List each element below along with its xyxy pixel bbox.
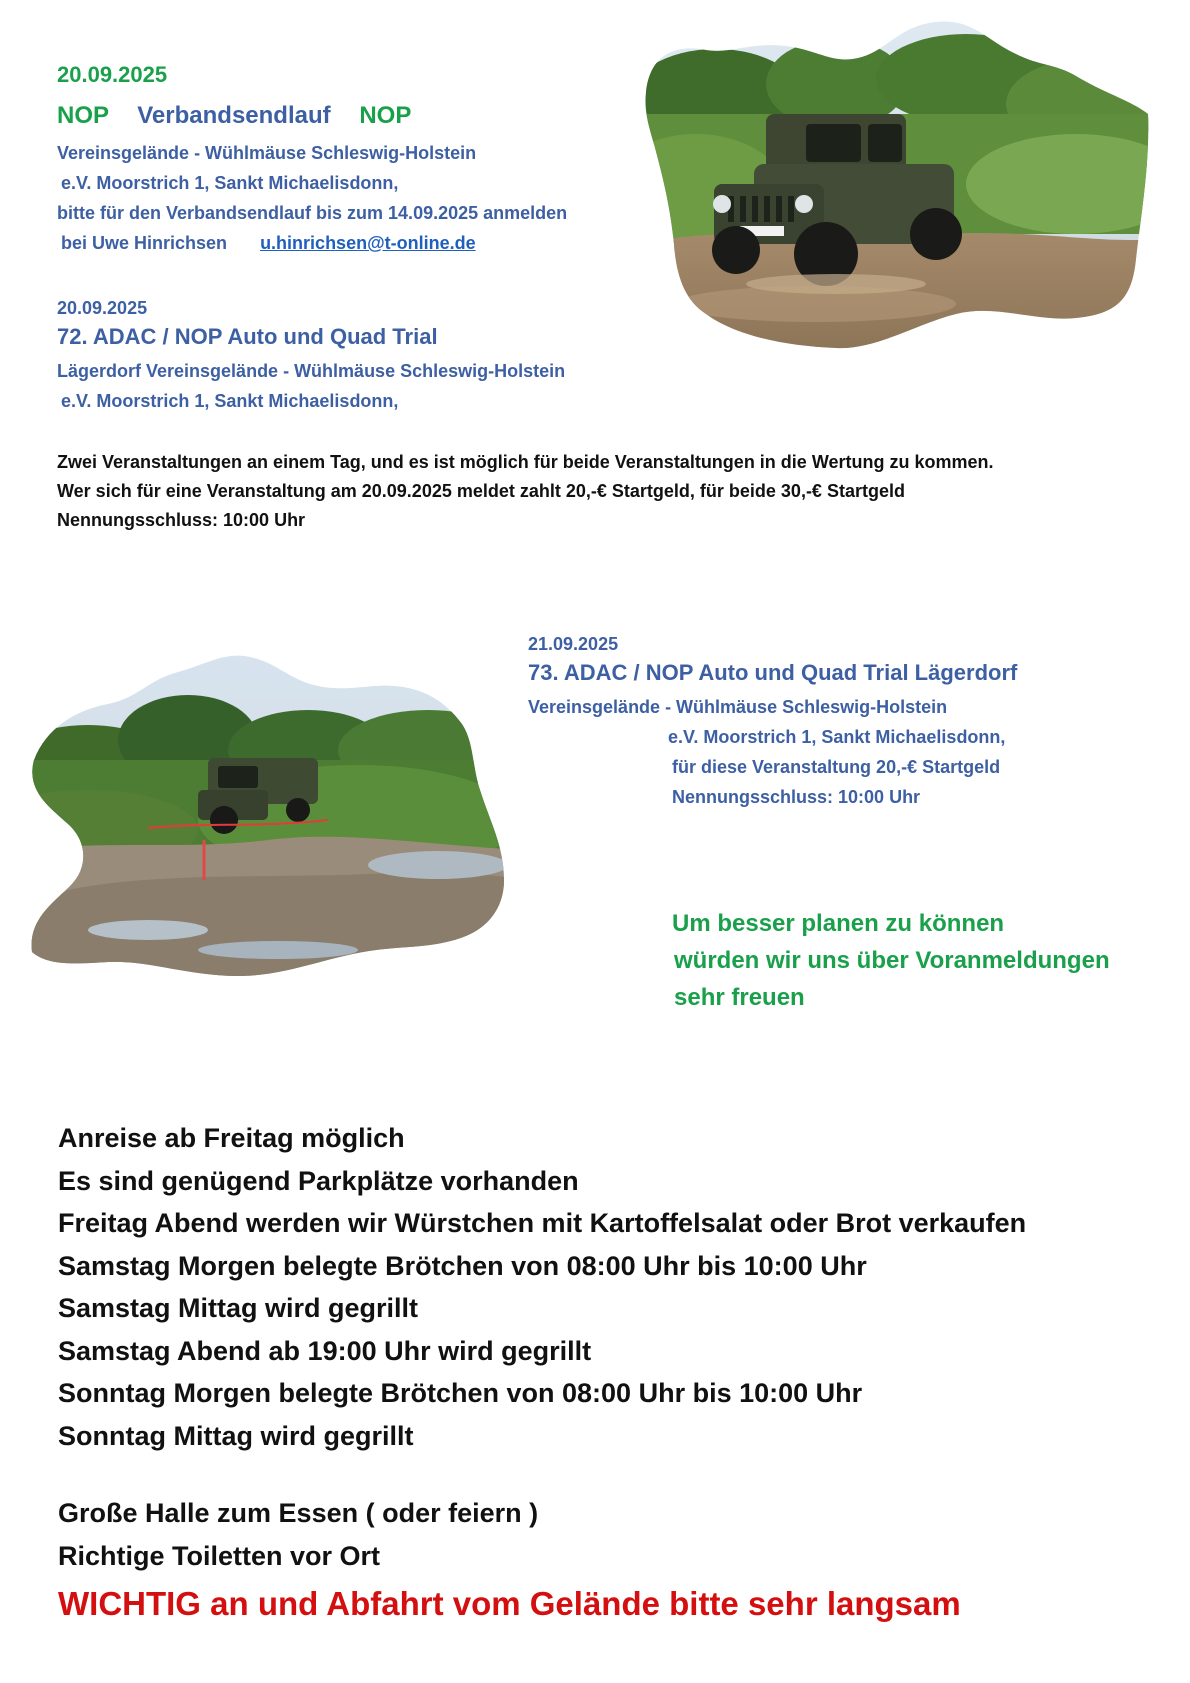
event3-date: 21.09.2025 bbox=[528, 634, 619, 654]
amenity-item: Anreise ab Freitag möglich bbox=[58, 1123, 405, 1153]
amenity-item: Sonntag Mittag wird gegrillt bbox=[58, 1420, 414, 1451]
info-line2: Wer sich für eine Veranstaltung am 20.09.2025 meldet zahlt 20,-€ Startgeld, für beide 30,-€ Startgeld bbox=[57, 481, 905, 501]
amenity-item: Es sind genügend Parkplätze vorhanden bbox=[58, 1165, 579, 1196]
warning-text: WICHTIG an und Abfahrt vom Gelände bitte sehr langsam bbox=[58, 1585, 961, 1622]
event1-venue-line1: Vereinsgelände - Wühlmäuse Schleswig-Holstein bbox=[57, 143, 477, 163]
amenity-item: Samstag Morgen belegte Brötchen von 08:00 Uhr bis 10:00 Uhr bbox=[58, 1250, 867, 1281]
info-line1: Zwei Veranstaltungen an einem Tag, und es ist möglich für beide Veranstaltungen in die Wertung zu kommen. bbox=[57, 452, 994, 472]
event1-title bbox=[57, 102, 411, 130]
event3-deadline-line: Nennungsschluss: 10:00 Uhr bbox=[672, 787, 921, 807]
facility-toilets: Richtige Toiletten vor Ort bbox=[58, 1541, 381, 1571]
event1-title-left: NOP bbox=[57, 102, 109, 129]
offroad-vehicle-on-trial-course-photo bbox=[28, 650, 528, 980]
amenity-item: Samstag Abend ab 19:00 Uhr wird gegrillt bbox=[58, 1335, 592, 1366]
event3-venue-line1: Vereinsgelände - Wühlmäuse Schleswig-Holstein bbox=[528, 697, 948, 717]
event2-venue-line1: Lägerdorf Vereinsgelände - Wühlmäuse Schleswig-Holstein bbox=[57, 361, 566, 381]
event3-fee-line: für diese Veranstaltung 20,-€ Startgeld bbox=[672, 757, 1001, 777]
event3-title: 73. ADAC / NOP Auto und Quad Trial Lägerdorf bbox=[528, 660, 1018, 685]
amenities-list bbox=[58, 1117, 1026, 1457]
event1-venue-line2: e.V. Moorstrich 1, Sankt Michaelisdonn, bbox=[61, 173, 399, 193]
event1-title-right: NOP bbox=[359, 102, 412, 129]
amenity-item: Sonntag Morgen belegte Brötchen von 08:00 Uhr bis 10:00 Uhr bbox=[58, 1378, 863, 1408]
event2-title: 72. ADAC / NOP Auto und Quad Trial bbox=[57, 324, 438, 349]
event1-contact-name: bei Uwe Hinrichsen bbox=[61, 233, 228, 253]
contact-email-link[interactable]: u.hinrichsen@t-online.de bbox=[260, 233, 476, 253]
prereg-line3: sehr freuen bbox=[674, 984, 805, 1011]
event1-register-line: bitte für den Verbandsendlauf bis zum 14.09.2025 anmelden bbox=[57, 203, 568, 223]
event1-title-main: Verbandsendlauf bbox=[137, 102, 331, 129]
event3-venue-line2: e.V. Moorstrich 1, Sankt Michaelisdonn, bbox=[668, 727, 1006, 747]
event2-date: 20.09.2025 bbox=[57, 298, 148, 318]
facility-hall: Große Halle zum Essen ( oder feiern ) bbox=[58, 1498, 539, 1528]
prereg-line1: Um besser planen zu können bbox=[672, 910, 1005, 937]
jeep-in-muddy-water-photo bbox=[636, 14, 1156, 354]
event1-contact bbox=[61, 233, 476, 254]
amenity-item: Freitag Abend werden wir Würstchen mit Kartoffelsalat oder Brot verkaufen bbox=[58, 1208, 1027, 1238]
amenity-item: Samstag Mittag wird gegrillt bbox=[58, 1293, 419, 1323]
event1-date: 20.09.2025 bbox=[57, 62, 168, 87]
info-line3: Nennungsschluss: 10:00 Uhr bbox=[57, 510, 306, 530]
prereg-line2: würden wir uns über Voranmeldungen bbox=[674, 947, 1110, 974]
event2-venue-line2: e.V. Moorstrich 1, Sankt Michaelisdonn, bbox=[61, 391, 399, 411]
